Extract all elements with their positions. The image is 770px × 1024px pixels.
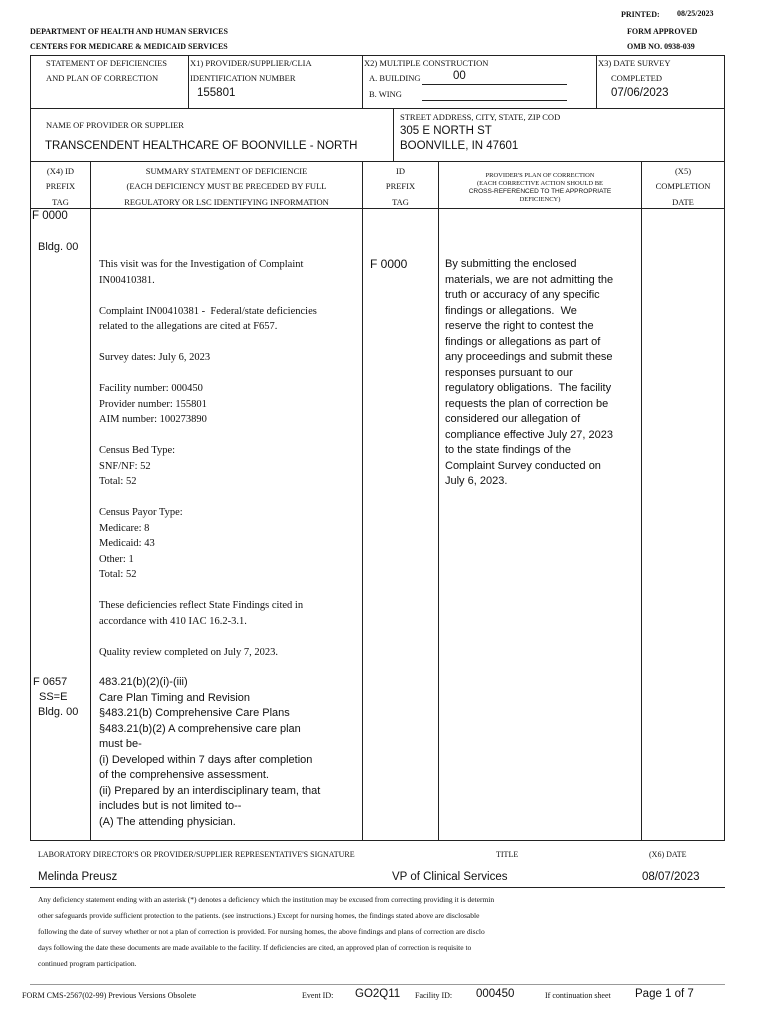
identification-label: IDENTIFICATION NUMBER [190,73,296,83]
x4-id-header: (X4) ID [46,166,75,176]
id-tag-f0000: F 0000 [370,257,408,271]
date-survey-label: X3) DATE SURVEY [598,58,671,68]
x4-tag-header: TAG [52,197,69,207]
summary-text-f0000: This visit was for the Investigation of Complaint IN00410381. Complaint IN00410381 - Federal/state deficiencies related to the allegations are cited at F657. Survey dates: July 6, 2023 Facility number: 000450 Provider number: 155801 AIM number: 100273890 Census Bed Type: SNF/NF: 52 Total: 52 Census Payor Type: Medicare: 8 Medicaid: 43 Other: 1 Total: 52 These deficiencies reflect State Findings cited in accordance with 410 IAC 16.2-3.1. Quality review completed on July 7, 2023. [99,259,317,658]
x5-header: (X5) [674,166,692,176]
form-approved: FORM APPROVED [627,27,698,36]
multiple-construction-label: X2) MULTIPLE CONSTRUCTION [364,58,489,68]
plan-header: PROVIDER'S PLAN OF CORRECTION [485,172,595,179]
event-id-label: Event ID: [302,991,334,1000]
plan-text-f0000: By submitting the enclosed materials, we are not admitting the truth or accuracy of any specific findings or allegations. We reserve the right to contest the findings or allegations as part of any proceedings and submit these responses pursuant to our regulatory obligations. The facility requests the plan of correction be considered our allegation of compliance effective July 27, 2023 to the state findings of the Complaint Survey conducted on July 6, 2023. [445,258,614,487]
completion-header: COMPLETION [655,181,711,191]
provider-name-label: NAME OF PROVIDER OR SUPPLIER [46,120,184,130]
disclaimer-line-3: following the date of survey whether or not a plan of correction is provided. For nursing homes, the above findings and plans of correction are disclo [38,927,485,936]
address-street: 305 E NORTH ST [400,125,492,137]
signature-date: 08/07/2023 [642,871,700,883]
provider-name-value: TRANSCENDENT HEALTHCARE OF BOONVILLE - NORTH [45,140,358,152]
wing-label: B. WING [369,89,402,99]
provider-id-label: X1) PROVIDER/SUPPLIER/CLIA [190,58,312,68]
id-header: ID [396,166,405,176]
summary-subheader-2: REGULATORY OR LSC IDENTIFYING INFORMATION [124,197,329,207]
disclaimer-line-1: Any deficiency statement ending with an asterisk (*) denotes a deficiency which the institution may be excused from correcting providing it is determin [38,895,495,904]
form-number: FORM CMS-2567(02-99) Previous Versions Obsolete [22,991,197,1000]
title-label: TITLE [496,850,519,859]
severity-scope: SS=E [39,691,68,703]
signature-label: LABORATORY DIRECTOR'S OR PROVIDER/SUPPLIER REPRESENTATIVE'S SIGNATURE [38,850,355,859]
signature-title: VP of Clinical Services [392,871,508,883]
centers-title: CENTERS FOR MEDICARE & MEDICAID SERVICES [30,42,228,51]
statement-label: STATEMENT OF DEFICIENCIES [46,58,168,68]
disclaimer-line-4: days following the date these documents are made available to the facility. If deficiencies are cited, an approved plan of correction is requisite to [38,943,472,952]
plan-subheader-2: CROSS-REFERENCED TO THE APPROPRIATE [468,188,612,195]
x4-prefix-header: PREFIX [45,181,76,191]
building-value: 00 [453,70,466,82]
provider-id-value: 155801 [197,87,236,99]
page-number: Page 1 of 7 [635,988,694,1000]
address-city: BOONVILLE, IN 47601 [400,140,519,152]
continuation-label: If continuation sheet [545,991,611,1000]
event-id-value: GO2Q11 [355,988,401,1000]
facility-id-label: Facility ID: [415,991,453,1000]
id-prefix-header: PREFIX [385,181,416,191]
signature-name: Melinda Preusz [38,871,118,883]
summary-text-f0657: 483.21(b)(2)(i)-(iii) Care Plan Timing and Revision §483.21(b) Comprehensive Care Plans §483.21(b)(2) A comprehensive care plan must be- (i) Developed within 7 days after completion of the comprehensive assessment. (ii) Prepared by an interdisciplinary team, that includes but is not limited to-- (A) The attending physician. [99,676,321,828]
department-title: DEPARTMENT OF HEALTH AND HUMAN SERVICES [30,27,228,36]
disclaimer-line-2: other safeguards provide sufficient protection to the patients. (see instructions.) Except for nursing homes, the findings stated above are disclosable [38,911,480,920]
printed-date: 08/25/2023 [677,9,714,18]
bldg-label-1: Bldg. 00 [38,241,79,253]
completed-label: COMPLETED [611,73,662,83]
facility-id-value: 000450 [476,988,515,1000]
plan-subheader-3: DEFICIENCY) [519,196,561,203]
bldg-label-2: Bldg. 00 [38,706,79,718]
id-tag-header: TAG [392,197,409,207]
address-label: STREET ADDRESS, CITY, STATE, ZIP COD [400,112,561,122]
summary-header: SUMMARY STATEMENT OF DEFICIENCIE [145,166,308,176]
omb-number: OMB NO. 0938-039 [627,42,695,51]
tag-f0657: F 0657 [33,676,68,688]
plan-subheader-1: (EACH CORRECTIVE ACTION SHOULD BE [476,180,604,187]
tag-f0000: F 0000 [32,210,68,222]
x6-date-label: (X6) DATE [649,850,687,859]
disclaimer-line-5: continued program participation. [38,959,137,968]
building-label: A. BUILDING [369,73,421,83]
date-header: DATE [672,197,694,207]
plan-label: AND PLAN OF CORRECTION [46,73,159,83]
printed-label: PRINTED: [621,10,660,19]
summary-subheader-1: (EACH DEFICIENCY MUST BE PRECEDED BY FULL [126,181,327,191]
survey-date-value: 07/06/2023 [611,87,669,99]
